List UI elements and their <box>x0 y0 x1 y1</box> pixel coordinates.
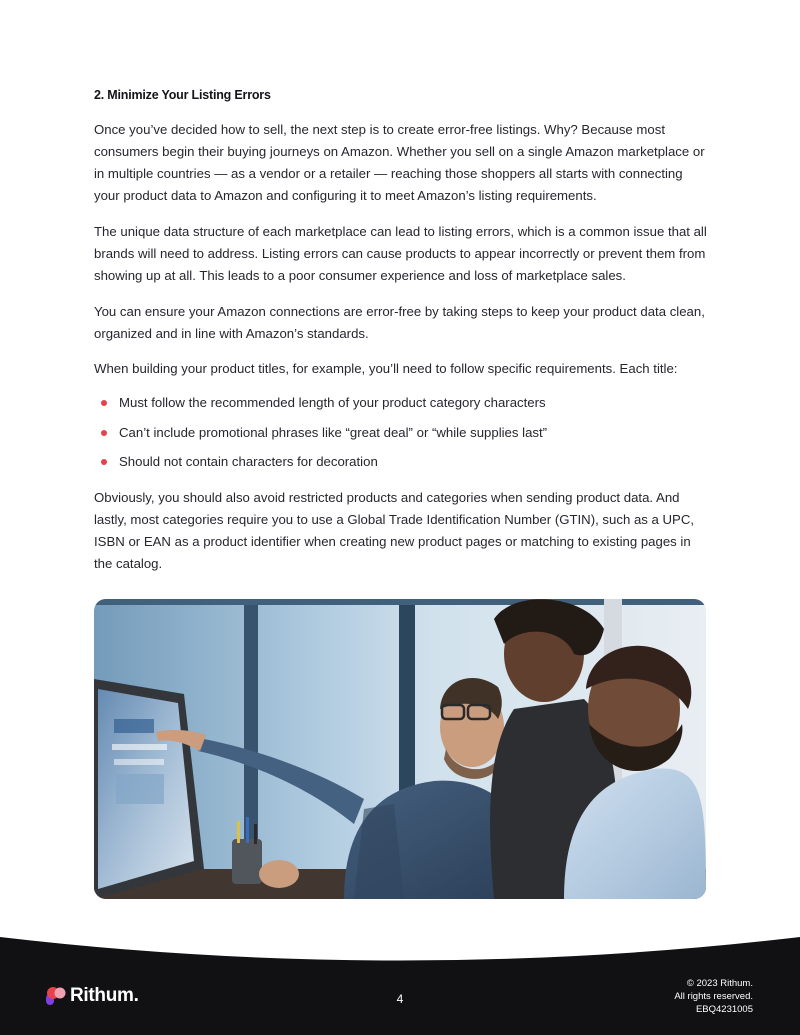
copyright-block <box>674 977 753 1016</box>
copyright-text: © 2023 Rithum. <box>686 978 753 989</box>
paragraph-product-titles: When building your product titles, for example, you’ll need to follow specific requirements. Each title: <box>94 361 678 376</box>
paragraph-gtin: Obviously, you should also avoid restricted products and categories when sending product data. And lastly, most categories require you to use a Global Trade Identification Number (GTIN), such as a UPC, ISBN or EAN as a product identifier when creating new product pages or matching to existing pages in the catalog. <box>94 490 695 571</box>
document-code: EBQ4231005 <box>695 1004 753 1015</box>
office-team-photo <box>94 599 706 899</box>
bullet-icon <box>101 430 107 436</box>
list-item: Must follow the recommended length of your product category characters <box>94 392 710 422</box>
rights-text: All rights reserved. <box>674 991 753 1002</box>
list-item: Can’t include promotional phrases like “great deal” or “while supplies last” <box>94 422 710 452</box>
paragraph-data-structure: The unique data structure of each marketplace can lead to listing errors, which is a common issue that all brands will need to address. Listing errors can cause products to appear incorrectly or prevent them from showing up at all. This leads to a poor consumer experience and loss of marketplace sales. <box>94 224 707 283</box>
rithum-logo-icon <box>46 987 66 1005</box>
bullet-icon <box>101 400 107 406</box>
list-item: Should not contain characters for decoration <box>94 451 710 481</box>
page-number: 4 <box>396 992 404 1006</box>
bullet-icon <box>101 459 107 465</box>
paragraph-error-free: You can ensure your Amazon connections are error-free by taking steps to keep your product data clean, organized and in line with Amazon’s standards. <box>94 304 705 341</box>
section-heading: 2. Minimize Your Listing Errors <box>94 88 271 102</box>
logo-wordmark: Rithum <box>70 985 134 1006</box>
logo-dot: . <box>133 985 139 1006</box>
title-requirements-list <box>94 392 710 481</box>
rithum-logo <box>46 985 139 1007</box>
paragraph-intro: Once you’ve decided how to sell, the next step is to create error-free listings. Why? Because most consumers begin their buying journeys on Amazon. Whether you sell on a single Amazon marketplace or in multiple countries — as a vendor or a retailer — reaching those shoppers all starts with connecting your product data to Amazon and configuring it to meet Amazon’s listing requirements. <box>94 122 705 203</box>
